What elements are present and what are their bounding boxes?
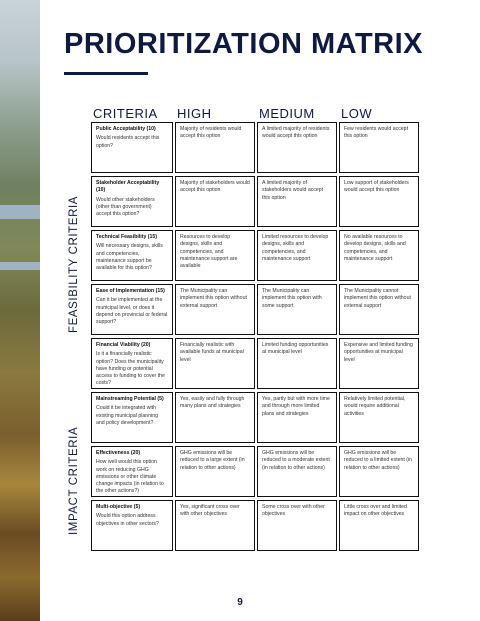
- criteria-cell: [91, 500, 173, 551]
- low-cell: Little cross over and limited impact on other objectives: [339, 500, 419, 551]
- criteria-cell: [91, 392, 173, 443]
- high-cell: Resources to develop designs, skills and competencies, and maintenance support are available: [175, 230, 255, 281]
- criteria-row: [91, 392, 419, 443]
- criteria-row: [91, 230, 419, 281]
- page-number: 9: [237, 597, 243, 608]
- criteria-row: [91, 284, 419, 335]
- criteria-title: Technical Feasibility (15): [96, 234, 158, 240]
- medium-cell: GHG emissions will be reduced to a moderate extent (in relation to other actions): [257, 446, 337, 497]
- criteria-cell: [91, 122, 173, 173]
- criteria-question: Will necessary designs, skills and competencies, maintenance support be available for this option?: [96, 243, 163, 272]
- criteria-question: Could it be integrated with existing municipal planning and policy development?: [96, 405, 158, 426]
- criteria-question: Is it a financially realistic option? Does the municipality have funding or potential access to funding to cover the costs?: [96, 351, 165, 387]
- page-title: PRIORITIZATION MATRIX: [64, 28, 424, 60]
- criteria-title: Ease of Implementation (15): [96, 288, 165, 294]
- criteria-row: [91, 176, 419, 227]
- header-high: HIGH: [177, 106, 212, 121]
- high-cell: GHG emissions will be reduced to a large extent (in relation to other actions): [175, 446, 255, 497]
- criteria-title: Public Acceptability (10): [96, 126, 156, 132]
- criteria-title: Mainstreaming Potential (5): [96, 396, 164, 402]
- high-cell: Financially realistic with available funds at municipal level: [175, 338, 255, 389]
- criteria-question: Would this option address objectives in other sectors?: [96, 513, 159, 527]
- low-cell: Few residents would accept this option: [339, 122, 419, 173]
- criteria-cell: [91, 230, 173, 281]
- low-cell: GHG emissions will be reduced to a limited extent (in relation to other actions): [339, 446, 419, 497]
- criteria-question: Would residents accept this option?: [96, 135, 160, 149]
- criteria-row: [91, 122, 419, 173]
- landscape-photo-strip: [0, 0, 40, 621]
- high-cell: Majority of stakeholders would accept this option: [175, 176, 255, 227]
- photo-lake: [0, 205, 40, 219]
- criteria-cell: [91, 176, 173, 227]
- high-cell: Majority of residents would accept this option: [175, 122, 255, 173]
- impact-criteria-label: IMPACT CRITERIA: [68, 426, 80, 535]
- high-cell: Yes, easily and fully through many plans and strategies: [175, 392, 255, 443]
- title-underline: [64, 72, 148, 75]
- criteria-question: Can it be implemented at the municipal level, or does it depend on provincial or federal support?: [96, 297, 168, 326]
- criteria-row: [91, 446, 419, 497]
- criteria-question: How well would this option work on reducing GHG emissions or other climate change impacts (in relation to the other actions?): [96, 459, 164, 495]
- medium-cell: Limited resources to develop designs, skills and competencies, and maintenance support: [257, 230, 337, 281]
- medium-cell: A limited majority of stakeholders would accept this option: [257, 176, 337, 227]
- high-cell: Yes, significant cross over with other objectives: [175, 500, 255, 551]
- low-cell: Relatively limited potential, would require additional activities: [339, 392, 419, 443]
- medium-cell: Yes, partly but with more time and through more limited plans and strategies: [257, 392, 337, 443]
- low-cell: Expensive and limited funding opportunities at municipal level: [339, 338, 419, 389]
- medium-cell: The Municipality can implement this option with some support: [257, 284, 337, 335]
- criteria-title: Multi-objective (5): [96, 504, 141, 510]
- low-cell: Low support of stakeholders would accept this option: [339, 176, 419, 227]
- criteria-cell: [91, 446, 173, 497]
- medium-cell: A limited majority of residents would accept this option: [257, 122, 337, 173]
- low-cell: No available resources to develop designs, skills and competencies, and maintenance support: [339, 230, 419, 281]
- header-criteria: CRITERIA: [93, 106, 158, 121]
- medium-cell: Some cross over with other objectives: [257, 500, 337, 551]
- high-cell: The Municipality can implement this option without external support: [175, 284, 255, 335]
- criteria-title: Stakeholder Acceptability (10): [96, 180, 160, 194]
- criteria-title: Effectiveness (20): [96, 450, 141, 456]
- criteria-title: Financial Viability (20): [96, 342, 151, 348]
- criteria-cell: [91, 338, 173, 389]
- header-low: LOW: [341, 106, 373, 121]
- feasibility-criteria-label: FEASIBILITY CRITERIA: [68, 195, 80, 333]
- criteria-row: [91, 338, 419, 389]
- medium-cell: Limited funding opportunities at municipal level: [257, 338, 337, 389]
- header-medium: MEDIUM: [259, 106, 315, 121]
- criteria-question: Would other stakeholders (other than government) accept this option?: [96, 196, 155, 218]
- photo-lake: [0, 262, 40, 270]
- criteria-row: [91, 500, 419, 551]
- criteria-cell: [91, 284, 173, 335]
- low-cell: The Municipality cannot implement this option without external support: [339, 284, 419, 335]
